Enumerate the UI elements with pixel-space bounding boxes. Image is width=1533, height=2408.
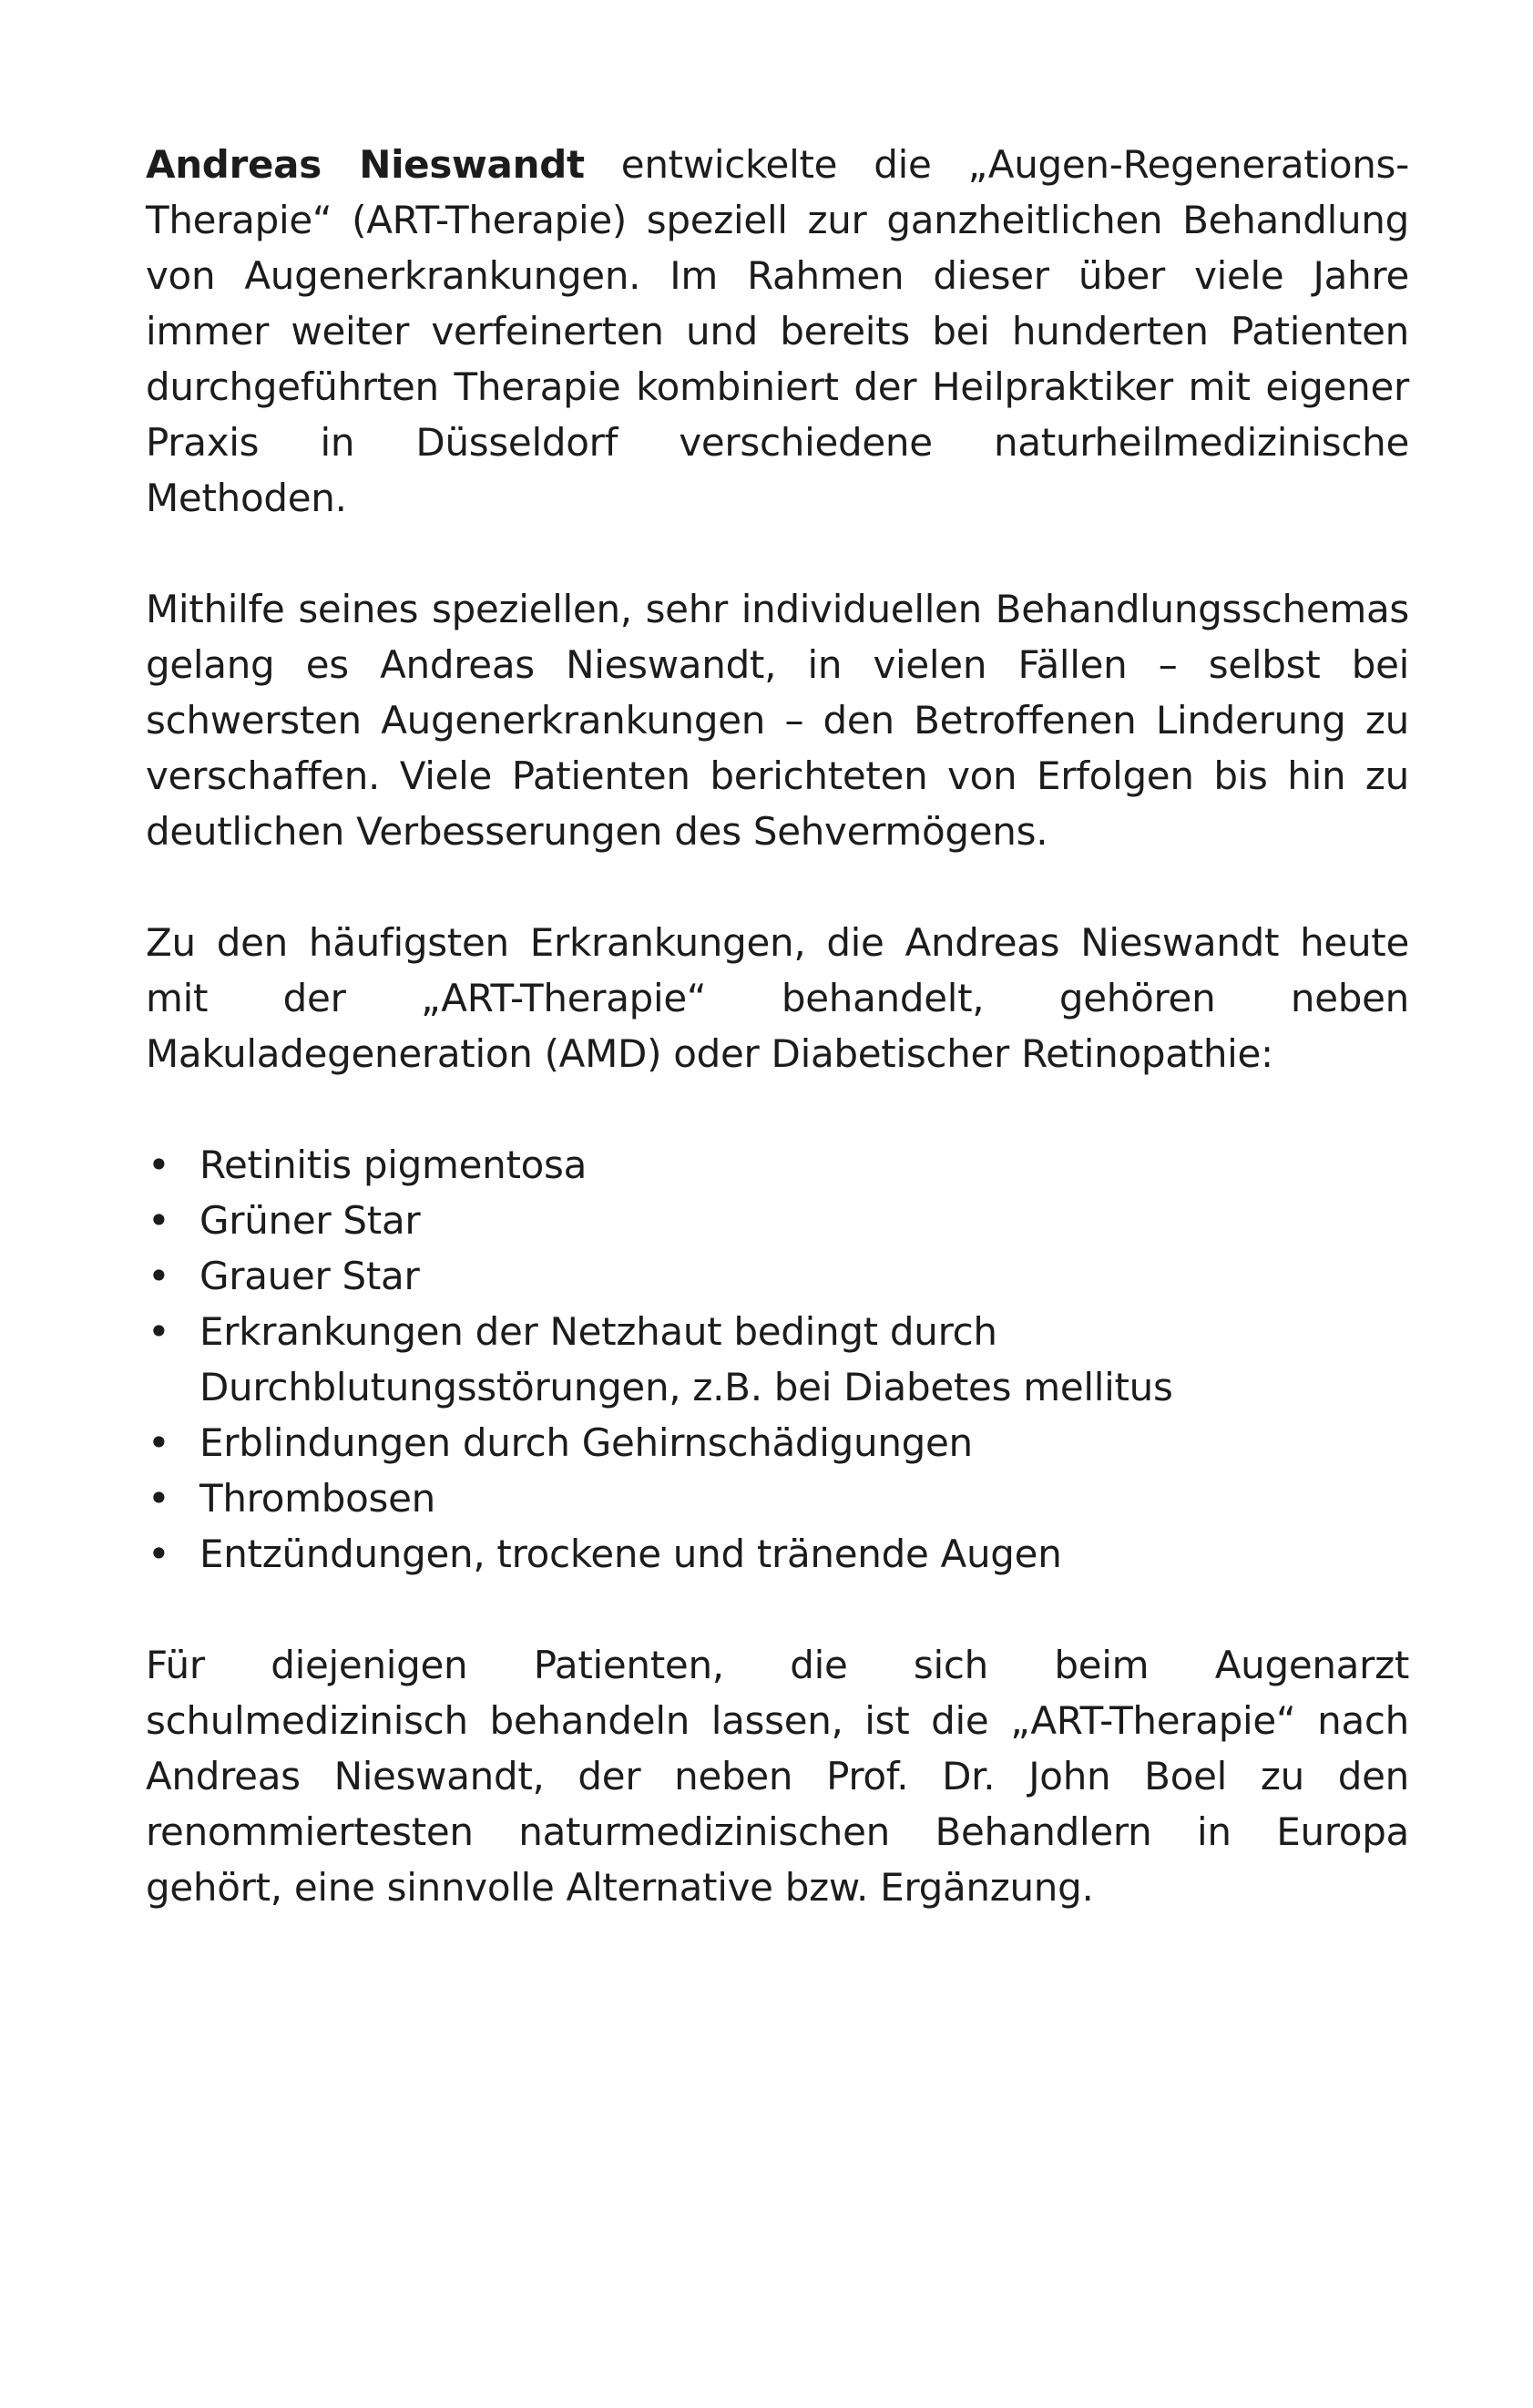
list-item — [146, 1526, 1409, 1582]
list-item-text: Thrombosen — [199, 1476, 435, 1521]
list-item-text: Retinitis pigmentosa — [199, 1143, 588, 1187]
list-item-text: Erkrankungen der Netzhaut bedingt durch Durchblutungsstörungen, z.B. bei Diabetes mellitus — [199, 1309, 1173, 1409]
list-item-text: Grauer Star — [199, 1254, 420, 1298]
list-item — [146, 1193, 1409, 1248]
bullet-icon: • — [148, 1198, 170, 1243]
list-item — [146, 1137, 1409, 1193]
conditions-list — [146, 1137, 1409, 1582]
list-item-text: Erblindungen durch Gehirnschädigungen — [199, 1420, 973, 1465]
intro-paragraph — [146, 137, 1409, 526]
bullet-icon: • — [148, 1143, 170, 1187]
author-name: Andreas Nieswandt — [146, 142, 585, 187]
bullet-icon: • — [148, 1532, 170, 1576]
list-item — [146, 1304, 1409, 1415]
bullet-icon: • — [148, 1420, 170, 1465]
list-item — [146, 1470, 1409, 1526]
intro-text: entwickelte die „Augen-Regenerations-Therapie“ (ART-Therapie) speziell zur ganzheitlichen Behandlung von Augenerkrankungen. Im Rahmen dieser über viele Jahre immer weiter verfeinerten und bereits bei hunderten Patienten durchgeführten Therapie kombiniert der Heilpraktiker mit eigener Praxis in Düsseldorf verschiedene naturheilmedizinische Methoden. — [146, 142, 1409, 520]
list-item-text: Entzündungen, trockene und tränende Augen — [199, 1532, 1062, 1576]
list-item-text: Grüner Star — [199, 1198, 421, 1243]
list-item — [146, 1415, 1409, 1470]
bullet-icon: • — [148, 1476, 170, 1521]
list-item — [146, 1248, 1409, 1304]
document-page — [146, 137, 1409, 1915]
bullet-icon: • — [148, 1254, 170, 1298]
treatment-paragraph: Mithilfe seines speziellen, sehr individuellen Behandlungsschemas gelang es Andreas Nieswandt, in vielen Fällen – selbst bei schwersten Augenerkrankungen – den Betroffenen Linderung zu verschaffen. Viele Patienten berichteten von Erfolgen bis hin zu deutlichen Verbesserungen des Sehvermögens. — [146, 587, 1409, 854]
bullet-icon: • — [148, 1309, 170, 1354]
conditions-intro-paragraph: Zu den häufigsten Erkrankungen, die Andreas Nieswandt heute mit der „ART-Therapie“ behandelt, gehören neben Makuladegeneration (AMD) oder Diabetischer Retinopathie: — [146, 920, 1409, 1076]
closing-paragraph: Für diejenigen Patienten, die sich beim Augenarzt schulmedizinisch behandeln lassen, ist die „ART-Therapie“ nach Andreas Nieswandt, der neben Prof. Dr. John Boel zu den renommiertesten naturmedizinischen Behandlern in Europa gehört, eine sinnvolle Alternative bzw. Ergänzung. — [146, 1643, 1409, 1910]
